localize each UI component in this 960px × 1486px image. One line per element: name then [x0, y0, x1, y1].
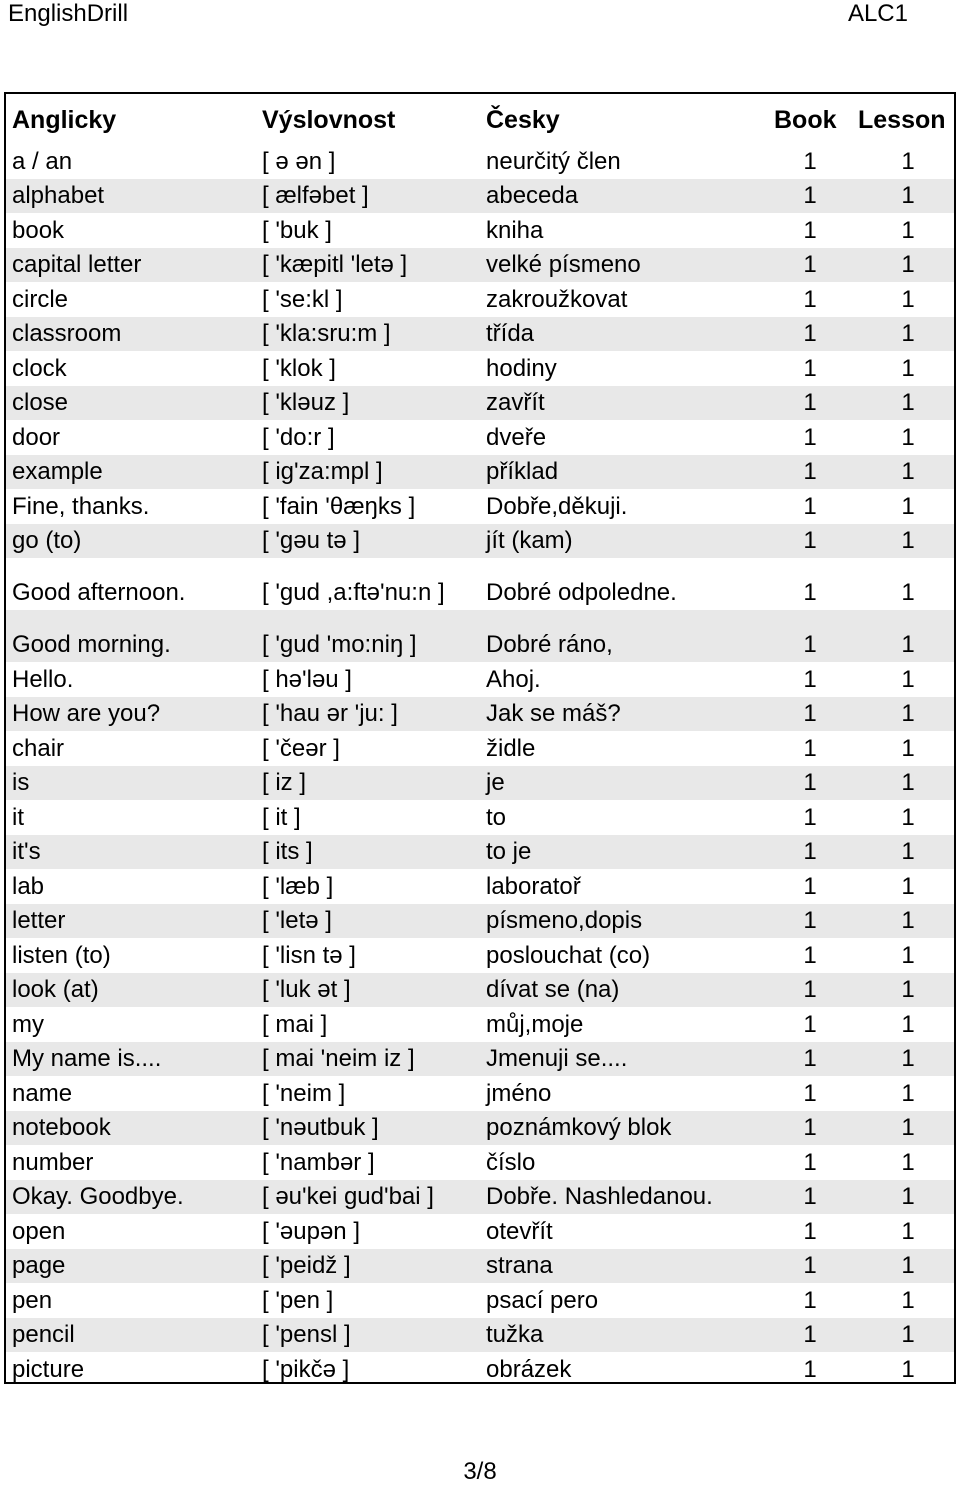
cell-lesson: 1 [901, 907, 915, 934]
cell-lesson: 1 [901, 1183, 915, 1210]
cell-english: number [12, 1148, 94, 1176]
cell-pronunciation: [ 'gəu tə ] [262, 527, 360, 554]
table-row [6, 662, 954, 697]
cell-lesson: 1 [901, 1079, 915, 1107]
cell-book: 1 [803, 1217, 817, 1245]
table-row [6, 179, 954, 214]
column-header-czech: Česky [486, 106, 560, 134]
cell-pronunciation: [ 'se:kl ] [262, 285, 343, 313]
cell-pronunciation: [ 'nambər ] [262, 1148, 375, 1176]
cell-english: classroom [12, 320, 122, 347]
column-header-pronunciation: Výslovnost [262, 106, 396, 134]
cell-lesson: 1 [901, 700, 915, 727]
cell-pronunciation: [ 'pen ] [262, 1286, 334, 1314]
cell-book: 1 [803, 665, 817, 693]
cell-book: 1 [803, 527, 817, 554]
cell-book: 1 [803, 389, 817, 416]
cell-english: door [12, 423, 61, 451]
cell-czech: neurčitý člen [486, 147, 621, 175]
cell-english: notebook [12, 1114, 111, 1141]
cell-czech: jméno [486, 1079, 552, 1107]
cell-czech: hodiny [486, 354, 557, 382]
cell-czech: poslouchat (co) [486, 941, 651, 969]
cell-book: 1 [803, 492, 817, 520]
cell-czech: psací pero [486, 1286, 599, 1314]
cell-lesson: 1 [901, 1010, 915, 1038]
cell-czech: laboratoř [486, 872, 581, 900]
cell-book: 1 [803, 1321, 817, 1348]
cell-lesson: 1 [901, 941, 915, 969]
cell-lesson: 1 [901, 1217, 915, 1245]
cell-english: it [12, 803, 24, 831]
cell-pronunciation: [ 'letə ] [262, 907, 332, 934]
cell-czech: strana [486, 1252, 553, 1279]
cell-czech: to [486, 803, 507, 831]
table-row [6, 213, 954, 248]
cell-lesson: 1 [901, 1286, 915, 1314]
cell-pronunciation: [ ælfəbet ] [262, 182, 369, 209]
table-row [6, 558, 954, 610]
cell-book: 1 [803, 458, 817, 485]
table-row [6, 317, 954, 352]
cell-pronunciation: [ 'gud 'mo:niŋ ] [262, 631, 417, 658]
cell-pronunciation: [ 'hau ər 'ju: ] [262, 700, 398, 727]
table-row [6, 455, 954, 490]
table-row [6, 1145, 954, 1180]
cell-book: 1 [803, 1010, 817, 1038]
cell-lesson: 1 [901, 803, 915, 831]
cell-english: example [12, 458, 103, 485]
cell-english: book [12, 216, 65, 244]
cell-pronunciation: [ 'neim ] [262, 1079, 346, 1107]
cell-english: name [12, 1079, 73, 1107]
table-row [6, 1180, 954, 1215]
cell-czech: židle [486, 734, 536, 762]
cell-english: chair [12, 734, 65, 762]
cell-czech: můj,moje [486, 1010, 584, 1038]
cell-czech: je [486, 769, 505, 796]
cell-book: 1 [803, 320, 817, 347]
table-row [6, 835, 954, 870]
cell-lesson: 1 [901, 251, 915, 278]
table-row [6, 904, 954, 939]
cell-book: 1 [803, 838, 817, 865]
cell-pronunciation: [ hə'ləu ] [262, 665, 352, 693]
cell-pronunciation: [ ə ən ] [262, 147, 336, 175]
table-row [6, 282, 954, 317]
table-row [6, 420, 954, 455]
cell-czech: tužka [486, 1321, 544, 1348]
cell-pronunciation: [ 'buk ] [262, 216, 332, 244]
cell-czech: dívat se (na) [486, 976, 620, 1003]
cell-pronunciation: [ əu'kei gud'bai ] [262, 1183, 434, 1210]
cell-book: 1 [803, 285, 817, 313]
cell-czech: poznámkový blok [486, 1114, 672, 1141]
cell-pronunciation: [ 'pikčə ] [262, 1355, 350, 1383]
cell-czech: Jmenuji se.... [486, 1045, 628, 1072]
cell-english: Fine, thanks. [12, 492, 150, 520]
cell-pronunciation: [ 'peidž ] [262, 1252, 351, 1279]
cell-english: open [12, 1217, 66, 1245]
cell-pronunciation: [ it ] [262, 803, 301, 831]
cell-english: picture [12, 1355, 85, 1383]
page-indicator: 3/8 [463, 1458, 497, 1485]
cell-english: Good morning. [12, 631, 171, 658]
cell-czech: Dobré ráno, [486, 631, 613, 658]
cell-book: 1 [803, 1286, 817, 1314]
cell-pronunciation: [ 'gud ,a:ftə'nu:n ] [262, 579, 445, 606]
cell-pronunciation: [ 'fain 'θæŋks ] [262, 492, 416, 520]
cell-pronunciation: [ its ] [262, 838, 313, 865]
cell-czech: číslo [486, 1148, 536, 1176]
cell-lesson: 1 [901, 458, 915, 485]
cell-book: 1 [803, 1252, 817, 1279]
table-row [6, 1111, 954, 1146]
cell-book: 1 [803, 872, 817, 900]
table-row [6, 1318, 954, 1353]
table-row [6, 1283, 954, 1318]
cell-pronunciation: [ 'nəutbuk ] [262, 1114, 379, 1141]
cell-book: 1 [803, 182, 817, 209]
table-row [6, 248, 954, 283]
table-row [6, 1007, 954, 1042]
cell-lesson: 1 [901, 527, 915, 554]
table-row [6, 1076, 954, 1111]
cell-book: 1 [803, 216, 817, 244]
table-header-row [6, 94, 954, 138]
cell-book: 1 [803, 1045, 817, 1072]
table-row [6, 973, 954, 1008]
cell-english: a / an [12, 147, 73, 175]
table-row [6, 1249, 954, 1284]
cell-book: 1 [803, 579, 817, 606]
cell-book: 1 [803, 354, 817, 382]
cell-czech: Jak se máš? [486, 700, 621, 727]
cell-lesson: 1 [901, 216, 915, 244]
cell-book: 1 [803, 734, 817, 762]
cell-english: go (to) [12, 527, 82, 554]
table-row [6, 800, 954, 835]
table-row [6, 386, 954, 421]
cell-book: 1 [803, 1183, 817, 1210]
cell-book: 1 [803, 251, 817, 278]
cell-lesson: 1 [901, 147, 915, 175]
cell-pronunciation: [ 'læb ] [262, 872, 334, 900]
cell-pronunciation: [ 'kæpitl 'letə ] [262, 251, 408, 278]
cell-book: 1 [803, 769, 817, 796]
cell-czech: velké písmeno [486, 251, 641, 278]
cell-pronunciation: [ 'əupən ] [262, 1217, 360, 1245]
cell-lesson: 1 [901, 1148, 915, 1176]
column-header-book: Book [774, 106, 837, 134]
cell-english: clock [12, 354, 67, 382]
table-row [6, 766, 954, 801]
cell-english: alphabet [12, 182, 105, 209]
table-row [6, 869, 954, 904]
document-code: ALC1 [847, 0, 908, 27]
cell-english: capital letter [12, 251, 142, 278]
cell-pronunciation: [ 'do:r ] [262, 423, 335, 451]
cell-lesson: 1 [901, 1355, 915, 1383]
cell-english: pencil [12, 1321, 75, 1348]
cell-czech: příklad [486, 458, 559, 485]
cell-lesson: 1 [901, 1045, 915, 1072]
cell-book: 1 [803, 803, 817, 831]
cell-lesson: 1 [901, 665, 915, 693]
cell-czech: abeceda [486, 182, 579, 209]
cell-book: 1 [803, 631, 817, 658]
cell-lesson: 1 [901, 734, 915, 762]
cell-czech: dveře [486, 423, 547, 451]
cell-english: Hello. [12, 665, 74, 693]
column-header-english: Anglicky [12, 106, 117, 134]
cell-english: pen [12, 1286, 53, 1314]
table-row [6, 489, 954, 524]
cell-english: lab [12, 872, 45, 900]
table-row [6, 938, 954, 973]
cell-pronunciation: [ 'lisn tə ] [262, 941, 356, 969]
cell-lesson: 1 [901, 354, 915, 382]
table-row [6, 697, 954, 732]
cell-czech: kniha [486, 216, 544, 244]
cell-book: 1 [803, 1148, 817, 1176]
cell-book: 1 [803, 907, 817, 934]
cell-czech: Dobře,děkuji. [486, 492, 628, 520]
cell-english: is [12, 769, 30, 796]
cell-lesson: 1 [901, 423, 915, 451]
cell-pronunciation: [ 'klok ] [262, 354, 336, 382]
table-row [6, 524, 954, 559]
cell-pronunciation: [ iz ] [262, 769, 307, 796]
cell-english: My name is.... [12, 1045, 162, 1072]
cell-czech: zakroužkovat [486, 285, 628, 313]
cell-english: Okay. Goodbye. [12, 1183, 184, 1210]
cell-lesson: 1 [901, 389, 915, 416]
cell-lesson: 1 [901, 872, 915, 900]
cell-book: 1 [803, 1079, 817, 1107]
table-row [6, 1352, 954, 1387]
cell-pronunciation: [ mai ] [262, 1010, 328, 1038]
cell-lesson: 1 [901, 182, 915, 209]
cell-lesson: 1 [901, 631, 915, 658]
cell-book: 1 [803, 147, 817, 175]
cell-english: letter [12, 907, 66, 934]
cell-book: 1 [803, 941, 817, 969]
cell-pronunciation: [ 'pensl ] [262, 1321, 351, 1348]
cell-book: 1 [803, 423, 817, 451]
table-row [6, 1042, 954, 1077]
cell-lesson: 1 [901, 1252, 915, 1279]
cell-lesson: 1 [901, 492, 915, 520]
cell-english: it's [12, 838, 41, 865]
cell-lesson: 1 [901, 579, 915, 606]
cell-pronunciation: [ 'čeər ] [262, 734, 340, 762]
cell-lesson: 1 [901, 1114, 915, 1141]
cell-lesson: 1 [901, 838, 915, 865]
table-row [6, 144, 954, 179]
cell-english: close [12, 389, 69, 416]
cell-english: Good afternoon. [12, 579, 186, 606]
cell-english: How are you? [12, 700, 161, 727]
cell-pronunciation: [ mai 'neim iz ] [262, 1045, 415, 1072]
cell-czech: to je [486, 838, 532, 865]
cell-pronunciation: [ 'kla:sru:m ] [262, 320, 391, 347]
cell-czech: Dobře. Nashledanou. [486, 1183, 713, 1210]
cell-pronunciation: [ 'luk ət ] [262, 976, 351, 1003]
cell-czech: písmeno,dopis [486, 907, 643, 934]
cell-english: circle [12, 285, 69, 313]
cell-lesson: 1 [901, 285, 915, 313]
cell-lesson: 1 [901, 976, 915, 1003]
cell-lesson: 1 [901, 1321, 915, 1348]
cell-czech: obrázek [486, 1355, 572, 1383]
table-row [6, 1214, 954, 1249]
column-header-lesson: Lesson [858, 106, 946, 134]
vocabulary-table [4, 92, 956, 1384]
cell-pronunciation: [ ig'za:mpl ] [262, 458, 383, 485]
cell-czech: jít (kam) [486, 527, 573, 554]
cell-book: 1 [803, 1355, 817, 1383]
cell-english: look (at) [12, 976, 99, 1003]
app-title: EnglishDrill [8, 0, 129, 27]
cell-pronunciation: [ 'kləuz ] [262, 389, 350, 416]
cell-book: 1 [803, 1114, 817, 1141]
cell-lesson: 1 [901, 769, 915, 796]
cell-czech: Ahoj. [486, 665, 541, 693]
table-row [6, 731, 954, 766]
cell-czech: třída [486, 320, 535, 347]
cell-book: 1 [803, 700, 817, 727]
cell-english: my [12, 1010, 44, 1038]
cell-english: page [12, 1252, 66, 1279]
cell-english: listen (to) [12, 941, 111, 969]
cell-lesson: 1 [901, 320, 915, 347]
cell-czech: otevřít [486, 1217, 553, 1245]
cell-book: 1 [803, 976, 817, 1003]
table-row [6, 610, 954, 662]
table-row [6, 351, 954, 386]
cell-czech: Dobré odpoledne. [486, 579, 677, 606]
cell-czech: zavřít [486, 389, 545, 416]
